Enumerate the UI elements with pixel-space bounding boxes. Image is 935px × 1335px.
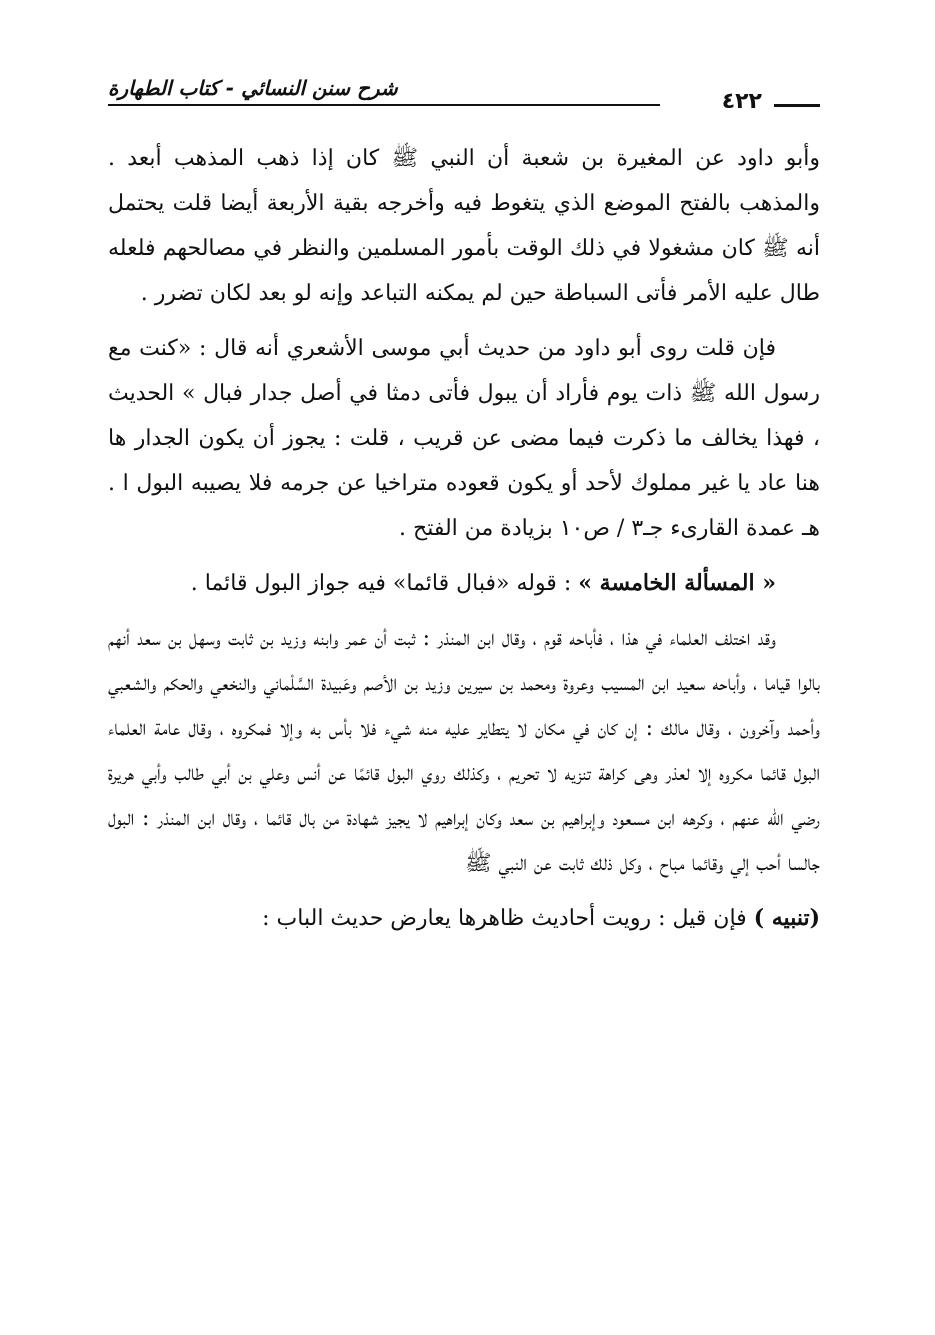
header-rule — [108, 104, 660, 106]
running-header — [108, 74, 820, 114]
book-title: شرح سنن النسائي - كتاب الطهارة — [108, 76, 398, 100]
paragraph-4: وقد اختلف العلماء في هذا ، فأباحه قوم ، وقال ابن المنذر : ثبت أن عمر وابنه وزيد بن ثابت وسهل بن سعد أنهم بالوا قياما ، وأباحه سعيد ابن المسيب وعروة ومحمد بن سيرين وزيد بن الأصم وعَبيدة السَّلْماني والنخعي والحكم والشعبي وأحمد وآخرون ، وقال مالك : إن كان في مكان لا يتطاير عليه منه شيء فلا بأس به وإلا فمكروه ، وقال عامة العلماء البول قائما مكروه إلا لعذر وهى كراهة تنزيه لا تحريم ، وكذلك روي البول قائمًا عن أنس وعلي بن أبي طالب وأبي هريرة رضي الله عنهم ، وكرهه ابن مسعود وإبراهيم بن سعد وكان إبراهيم لا يجيز شهادة من بال قائما ، وقال ابن المنذر : البول جالسا أحب إلي وقائما مباح ، وكل ذلك ثابت عن النبي ﷺ — [108, 626, 820, 876]
paragraph-5 — [108, 896, 820, 941]
issue-heading: « المسألة الخامسة » — [578, 570, 776, 596]
paragraph-2: فإن قلت روى أبو داود من حديث أبي موسى الأشعري أنه قال : «كنت مع رسول الله ﷺ ذات يوم فأراد أن يبول فأتى دمثا في أصل جدار فبال » الحديث ، فهذا يخالف ما ذكرت فيما مضى عن قريب ، قلت : يجوز أن يكون الجدار ها هنا عاد يا غير مملوك لأحد أو يكون قعوده متراخيا عن جرمه فلا يصيبه البول ا . هـ عمدة القارىء جـ٣ / ص١٠ بزيادة من الفتح . — [108, 336, 820, 541]
paragraph-3 — [108, 561, 820, 606]
note-heading: (تنبيه ) — [753, 905, 820, 931]
note-text: فإن قيل : رويت أحاديث ظاهرها يعارض حديث الباب : — [262, 906, 754, 931]
page-number: ٤٢٢ — [721, 89, 762, 114]
body-text — [108, 136, 820, 951]
paragraph-1: وأبو داود عن المغيرة بن شعبة أن النبي ﷺ كان إذا ذهب المذهب أبعد . والمذهب بالفتح الموضع الذي يتغوط فيه وأخرجه بقية الأربعة أيضا قلت يحتمل أنه ﷺ كان مشغولا في ذلك الوقت بأمور المسلمين والنظر في مصالحهم فلعله طال عليه الأمر فأتى السباطة حين لم يمكنه التباعد وإنه لو بعد لكان تضرر . — [108, 146, 820, 306]
header-dash — [774, 104, 820, 107]
issue-text: : قوله «فبال قائما» فيه جواز البول قائما . — [190, 571, 579, 596]
